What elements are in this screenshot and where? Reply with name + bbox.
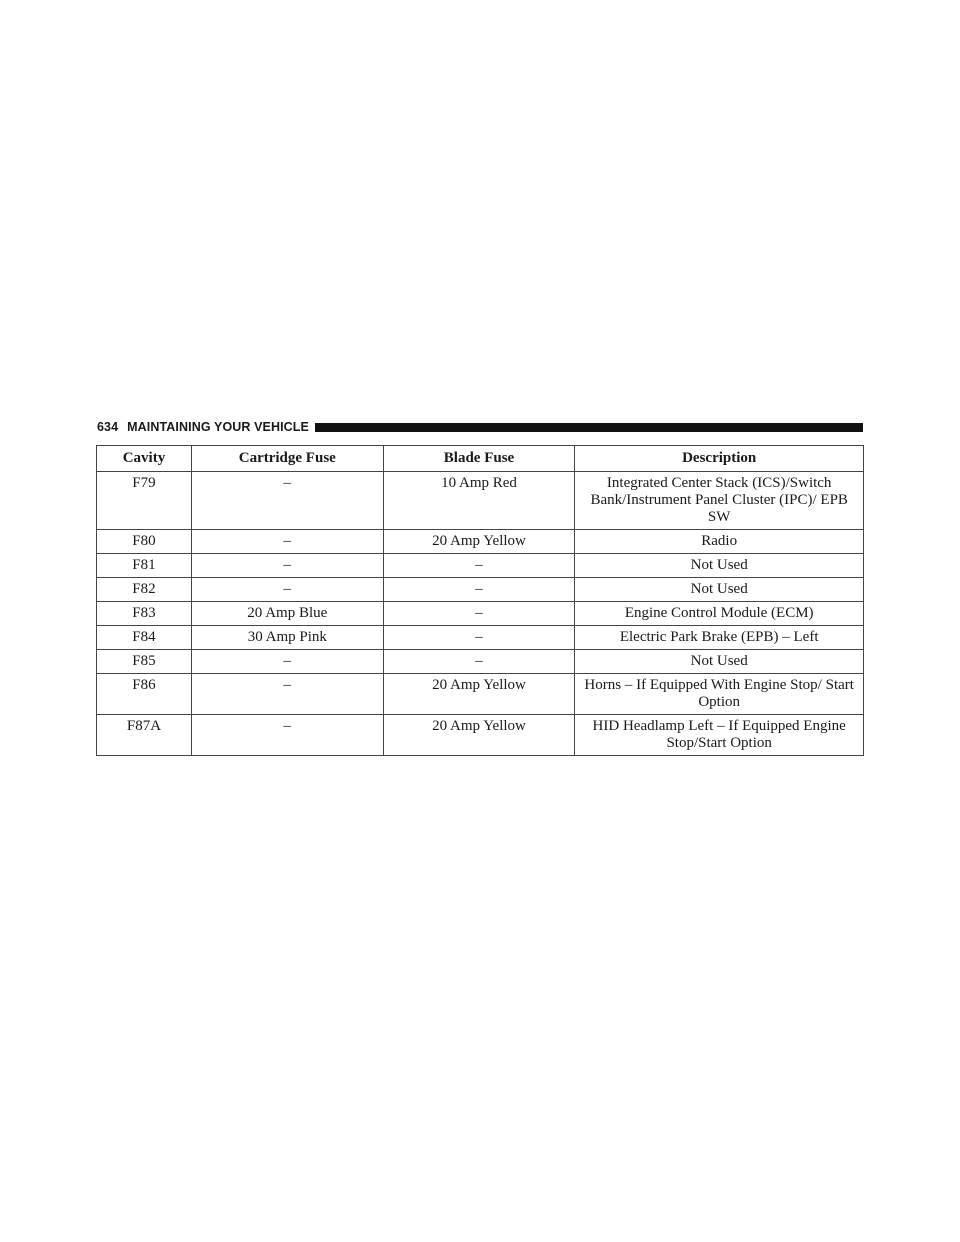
- cell-blade-fuse: –: [383, 578, 575, 602]
- cell-blade-fuse: 20 Amp Yellow: [383, 674, 575, 715]
- table-row: [97, 472, 864, 530]
- cell-blade-fuse: 20 Amp Yellow: [383, 530, 575, 554]
- table-row: [97, 626, 864, 650]
- section-title: MAINTAINING YOUR VEHICLE: [127, 420, 309, 434]
- cell-cavity: F79: [97, 472, 192, 530]
- cell-blade-fuse: –: [383, 602, 575, 626]
- column-header-cavity: Cavity: [97, 446, 192, 472]
- cell-cavity: F81: [97, 554, 192, 578]
- table-row: [97, 602, 864, 626]
- cell-description: HID Headlamp Left – If Equipped Engine Stop/Start Option: [575, 715, 864, 756]
- table-row: [97, 578, 864, 602]
- cell-cavity: F85: [97, 650, 192, 674]
- table-row: [97, 650, 864, 674]
- cell-cavity: F86: [97, 674, 192, 715]
- cell-blade-fuse: –: [383, 650, 575, 674]
- cell-cartridge-fuse: 30 Amp Pink: [191, 626, 383, 650]
- column-header-blade-fuse: Blade Fuse: [383, 446, 575, 472]
- cell-cartridge-fuse: –: [191, 578, 383, 602]
- cell-description: Engine Control Module (ECM): [575, 602, 864, 626]
- cell-blade-fuse: 10 Amp Red: [383, 472, 575, 530]
- page-number: 634: [97, 420, 119, 434]
- cell-blade-fuse: –: [383, 554, 575, 578]
- table-row: [97, 530, 864, 554]
- table-row: [97, 715, 864, 756]
- header-rule: [315, 423, 863, 432]
- cell-cartridge-fuse: 20 Amp Blue: [191, 602, 383, 626]
- cell-cavity: F82: [97, 578, 192, 602]
- fuse-table: [96, 445, 864, 756]
- cell-cartridge-fuse: –: [191, 650, 383, 674]
- column-header-description: Description: [575, 446, 864, 472]
- column-header-cartridge-fuse: Cartridge Fuse: [191, 446, 383, 472]
- page-header: [97, 419, 863, 435]
- cell-description: Radio: [575, 530, 864, 554]
- cell-description: Not Used: [575, 578, 864, 602]
- table-header-row: [97, 446, 864, 472]
- cell-blade-fuse: 20 Amp Yellow: [383, 715, 575, 756]
- cell-cavity: F87A: [97, 715, 192, 756]
- cell-cartridge-fuse: –: [191, 554, 383, 578]
- cell-description: Horns – If Equipped With Engine Stop/ Start Option: [575, 674, 864, 715]
- cell-description: Not Used: [575, 650, 864, 674]
- table-row: [97, 674, 864, 715]
- cell-cavity: F80: [97, 530, 192, 554]
- cell-cartridge-fuse: –: [191, 472, 383, 530]
- cell-cartridge-fuse: –: [191, 530, 383, 554]
- cell-cavity: F84: [97, 626, 192, 650]
- cell-description: Not Used: [575, 554, 864, 578]
- cell-cartridge-fuse: –: [191, 715, 383, 756]
- cell-blade-fuse: –: [383, 626, 575, 650]
- cell-cartridge-fuse: –: [191, 674, 383, 715]
- cell-description: Integrated Center Stack (ICS)/Switch Bank/Instrument Panel Cluster (IPC)/ EPB SW: [575, 472, 864, 530]
- table-row: [97, 554, 864, 578]
- cell-description: Electric Park Brake (EPB) – Left: [575, 626, 864, 650]
- cell-cavity: F83: [97, 602, 192, 626]
